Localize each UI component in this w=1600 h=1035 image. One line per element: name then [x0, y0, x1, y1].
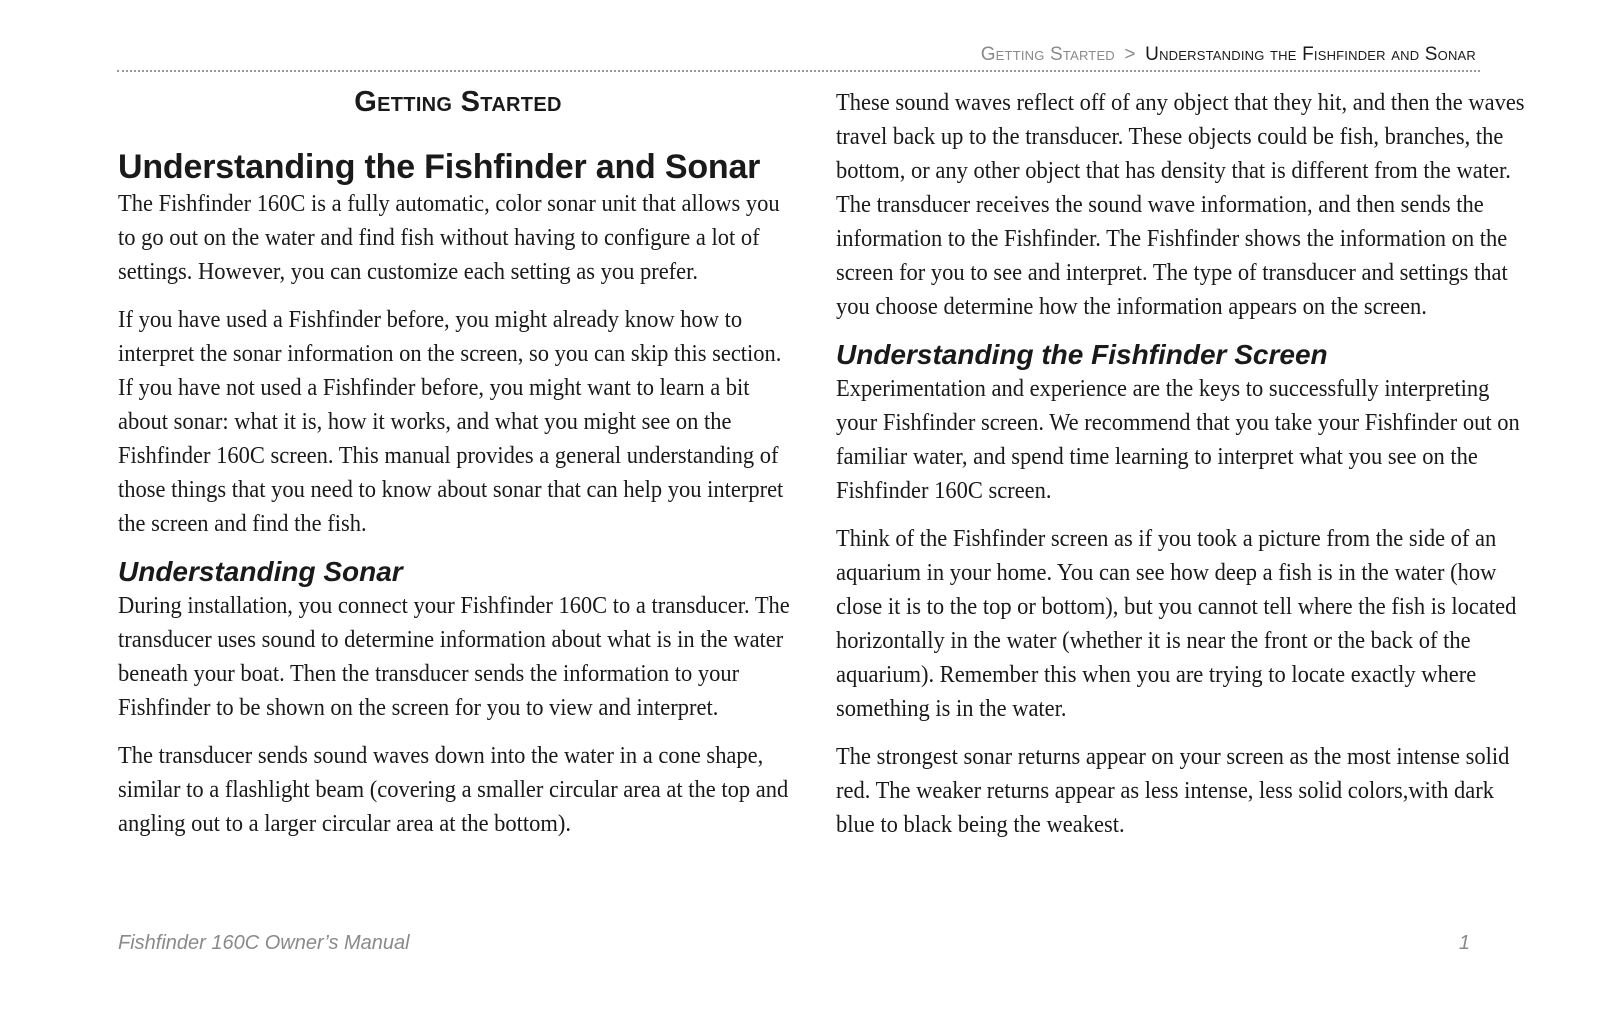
- breadcrumb-current: Understanding the Fishfinder and Sonar: [1145, 44, 1476, 65]
- section-title: Understanding the Fishfinder and Sonar: [118, 148, 761, 186]
- paragraph-aquarium: Think of the Fishfinder screen as if you took a picture from the side of an aquarium in your home. You can see how deep a fish is in the water (how close it is to the top or bottom), but you cannot tell where the fish is located horizontally in the water (whether it is near the front or the back of the aquarium). Remember this when you are trying to locate exactly where something is in the water.: [836, 525, 1517, 722]
- paragraph-reflection: These sound waves reflect off of any object that they hit, and then the waves travel back up to the transducer. These objects could be fish, branches, the bottom, or any other object that has density that is different from the water. The transducer receives the sound wave information, and then sends the information to the Fishfinder. The Fishfinder shows the information on the screen for you to see and interpret. The type of transducer and settings that you choose determine how the information appears on the screen.: [836, 89, 1525, 320]
- left-column: [118, 86, 798, 855]
- running-header: [981, 44, 1476, 66]
- paragraph-prior-experience: If you have used a Fishfinder before, you might already know how to interpret the sonar information on the screen, so you can skip this section. If you have not used a Fishfinder before, you might want to learn a bit about sonar: what it is, how it works, and what you might see on the Fishfinder 160C screen. This manual provides a general understanding of those things that you need to know about sonar that can help you interpret the screen and find the fish.: [118, 306, 784, 537]
- paragraph-returns: The strongest sonar returns appear on your screen as the most intense solid red. The weaker returns appear as less intense, less solid colors,with dark blue to black being the weakest.: [836, 743, 1510, 838]
- paragraph-installation: During installation, you connect your Fishfinder 160C to a transducer. The transducer uses sound to determine information about what is in the water beneath your boat. Then the transducer sends the information to your Fishfinder to be shown on the screen for you to view and interpret.: [118, 592, 790, 721]
- page-number: 1: [1458, 932, 1470, 954]
- footer-manual-title: Fishfinder 160C Owner’s Manual: [118, 932, 410, 954]
- right-column: [836, 86, 1526, 856]
- paragraph-intro: The Fishfinder 160C is a fully automatic, color sonar unit that allows you to go out on the water and find fish without having to configure a lot of settings. However, you can customize each setting as you prefer.: [118, 190, 780, 285]
- breadcrumb-separator: >: [1124, 44, 1136, 65]
- breadcrumb-section: Getting Started: [980, 44, 1115, 65]
- header-divider: [117, 70, 1480, 72]
- paragraph-sound-waves: The transducer sends sound waves down into the water in a cone shape, similar to a flashlight beam (covering a smaller circular area at the top and angling out to a larger circular area at the bottom).: [118, 742, 789, 837]
- subsection-title-sonar: Understanding Sonar: [118, 556, 403, 587]
- subsection-title-screen: Understanding the Fishfinder Screen: [836, 339, 1328, 370]
- chapter-title: Getting Started: [354, 86, 562, 118]
- paragraph-experimentation: Experimentation and experience are the keys to successfully interpreting your Fishfinder screen. We recommend that you take your Fishfinder out on familiar water, and spend time learning to interpret what you see on the Fishfinder 160C screen.: [836, 375, 1520, 504]
